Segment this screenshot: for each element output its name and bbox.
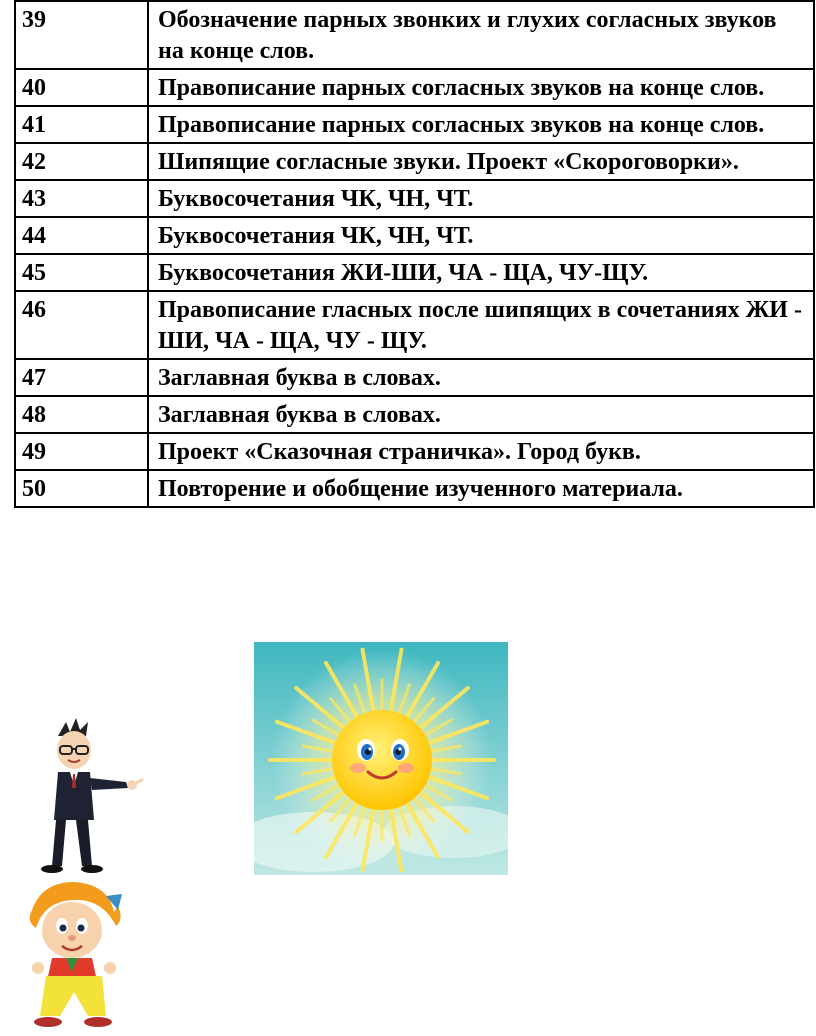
table-row: [15, 470, 814, 507]
row-number: 49: [15, 433, 148, 470]
row-number: 40: [15, 69, 148, 106]
row-number: 47: [15, 359, 148, 396]
row-number: 42: [15, 143, 148, 180]
cartoon-boy-icon: [36, 716, 144, 874]
table-row: [15, 396, 814, 433]
row-number: 39: [15, 1, 148, 69]
table-row: [15, 433, 814, 470]
table-row: [15, 106, 814, 143]
table-row: [15, 69, 814, 106]
table-row: [15, 359, 814, 396]
row-topic: Правописание гласных после шипящих в сочетаниях ЖИ - ШИ, ЧА - ЩА, ЧУ - ЩУ.: [148, 291, 814, 359]
row-topic: Заглавная буква в словах.: [148, 396, 814, 433]
table-row: [15, 1, 814, 69]
row-topic: Шипящие согласные звуки. Проект «Скороговорки».: [148, 143, 814, 180]
row-topic: Правописание парных согласных звуков на конце слов.: [148, 69, 814, 106]
row-topic: Повторение и обобщение изученного материала.: [148, 470, 814, 507]
row-number: 45: [15, 254, 148, 291]
table-row: [15, 254, 814, 291]
row-number: 46: [15, 291, 148, 359]
row-topic: Заглавная буква в словах.: [148, 359, 814, 396]
row-topic: Обозначение парных звонких и глухих согласных звуков на конце слов.: [148, 1, 814, 69]
table-row: [15, 143, 814, 180]
table-row: [15, 217, 814, 254]
row-topic: Буквосочетания ЧК, ЧН, ЧТ.: [148, 217, 814, 254]
sun-icon: [254, 642, 508, 875]
lesson-table-body: [15, 1, 814, 507]
table-row: [15, 291, 814, 359]
table-row: [15, 180, 814, 217]
cartoon-boy-illustration: [36, 716, 144, 874]
row-topic: Проект «Сказочная страничка». Город букв.: [148, 433, 814, 470]
row-number: 43: [15, 180, 148, 217]
row-topic: Буквосочетания ЖИ-ШИ, ЧА - ЩА, ЧУ-ЩУ.: [148, 254, 814, 291]
sun-illustration: [254, 642, 508, 875]
cartoon-kid-icon: [22, 876, 126, 1031]
row-number: 50: [15, 470, 148, 507]
cartoon-kid-illustration: [22, 876, 126, 1031]
row-number: 48: [15, 396, 148, 433]
lesson-table: [14, 0, 815, 508]
row-number: 41: [15, 106, 148, 143]
row-topic: Буквосочетания ЧК, ЧН, ЧТ.: [148, 180, 814, 217]
row-topic: Правописание парных согласных звуков на конце слов.: [148, 106, 814, 143]
row-number: 44: [15, 217, 148, 254]
